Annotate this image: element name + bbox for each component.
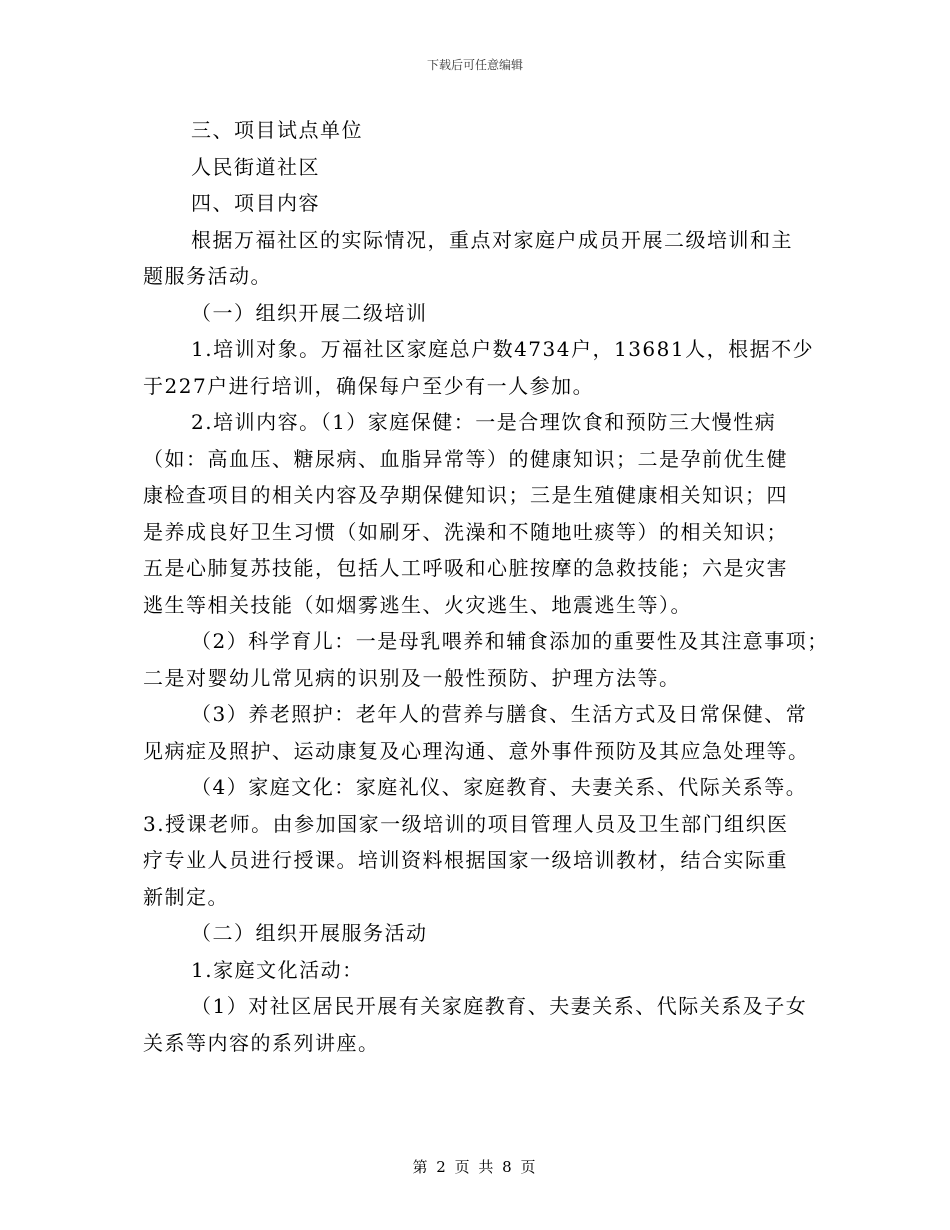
text-line: 3.授课老师。由参加国家一级培训的项目管理人员及卫生部门组织医 bbox=[143, 811, 789, 836]
text-line: （2）科学育儿：一是母乳喂养和辅食添加的重要性及其注意事项； bbox=[191, 629, 829, 653]
text-line: 二是对婴幼儿常见病的识别及一般性预防、护理方法等。 bbox=[143, 665, 681, 690]
document-body bbox=[143, 112, 829, 1061]
text-line: 逃生等相关技能（如烟雾逃生、火灾逃生、地震逃生等）。 bbox=[143, 592, 692, 617]
text-line: （一）组织开展二级培训 bbox=[191, 300, 428, 325]
text-line: 关系等内容的系列讲座。 bbox=[143, 1030, 380, 1055]
text-line: 四、项目内容 bbox=[191, 191, 320, 215]
text-line: 题服务活动。 bbox=[143, 264, 272, 288]
text-line: 见病症及照护、运动康复及心理沟通、意外事件预防及其应急处理等。 bbox=[143, 738, 810, 763]
text-line: 疗专业人员进行授课。培训资料根据国家一级培训教材，结合实际重 bbox=[143, 848, 788, 872]
text-line: （3）养老照护：老年人的营养与膳食、生活方式及日常保健、常 bbox=[191, 702, 808, 726]
text-line: 1.家庭文化活动： bbox=[191, 957, 364, 982]
page-header: 下载后可任意编辑 bbox=[426, 58, 523, 72]
text-line: 康检查项目的相关内容及孕期保健知识；三是生殖健康相关知识；四 bbox=[143, 483, 788, 507]
text-line: （二）组织开展服务活动 bbox=[191, 921, 428, 945]
text-line: （如：高血压、糖尿病、血脂异常等）的健康知识；二是孕前优生健 bbox=[143, 446, 788, 471]
page-footer: 第 2 页 共 8 页 bbox=[412, 1158, 538, 1176]
text-line: （4）家庭文化：家庭礼仪、家庭教育、夫妻关系、代际关系等。 bbox=[191, 775, 808, 799]
text-line: 2.培训内容。（1）家庭保健：一是合理饮食和预防三大慢性病 bbox=[191, 410, 777, 434]
text-line: 是养成良好卫生习惯（如刷牙、洗澡和不随地吐痰等）的相关知识； bbox=[143, 519, 788, 544]
text-line: 1.培训对象。万福社区家庭总户数4734户，13681人，根据不少 bbox=[191, 337, 815, 361]
text-line: 根据万福社区的实际情况，重点对家庭户成员开展二级培训和主 bbox=[191, 227, 793, 252]
text-line: 人民街道社区 bbox=[191, 154, 320, 179]
text-line: （1）对社区居民开展有关家庭教育、夫妻关系、代际关系及子女 bbox=[191, 994, 808, 1018]
text-line: 于227户进行培训，确保每户至少有一人参加。 bbox=[143, 373, 595, 398]
text-line: 五是心肺复苏技能，包括人工呼吸和心脏按摩的急救技能；六是灾害 bbox=[143, 556, 788, 580]
text-line: 三、项目试点单位 bbox=[191, 118, 363, 142]
text-line: 新制定。 bbox=[143, 884, 229, 909]
